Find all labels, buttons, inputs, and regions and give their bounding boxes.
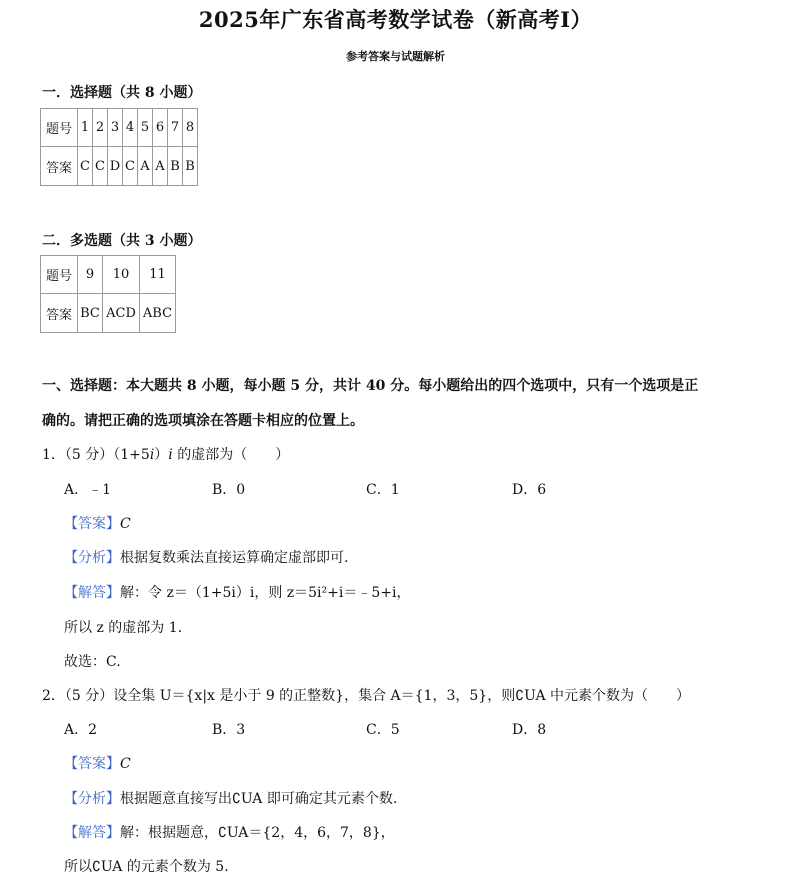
solution-text: 解：根据题意，∁UA＝{2，4，6，7，8}， xyxy=(120,825,395,841)
table-cell: 6 xyxy=(153,109,168,147)
section2-answer-table xyxy=(40,255,176,333)
page-subtitle: 参考答案与试题解析 xyxy=(346,50,445,63)
stem-text: ） xyxy=(154,447,169,463)
table-cell: ACD xyxy=(103,294,140,333)
solution-tag: 【解答】 xyxy=(64,825,120,841)
table-row xyxy=(41,294,176,333)
q2-option-b: B．3 xyxy=(212,722,246,738)
table-cell: C xyxy=(93,147,108,186)
q2-analysis xyxy=(64,788,397,808)
q2-option-d: D．8 xyxy=(512,722,547,738)
analysis-text: 根据题意直接写出∁UA 即可确定其元素个数. xyxy=(120,791,398,807)
q1-analysis xyxy=(64,547,348,567)
stem-var-i: i xyxy=(149,447,155,463)
analysis-text: 根据复数乘法直接运算确定虚部即可. xyxy=(120,550,349,566)
table-cell: BC xyxy=(78,294,103,333)
q1-option-a: A．﹣1 xyxy=(64,482,112,498)
solution-tag: 【解答】 xyxy=(64,585,120,601)
q2-solution xyxy=(64,822,395,842)
q1-solution xyxy=(64,582,410,602)
table-cell: A xyxy=(153,147,168,186)
section1-heading: 一．选择题（共 8 小题） xyxy=(42,85,202,101)
section2-heading: 二．多选题（共 3 小题） xyxy=(42,233,202,249)
table-cell: 9 xyxy=(78,256,103,294)
q1-option-d: D．6 xyxy=(512,482,547,498)
table-cell: 题号 xyxy=(41,109,78,147)
analysis-tag: 【分析】 xyxy=(64,550,120,566)
table-row xyxy=(41,256,176,294)
table-cell: B xyxy=(183,147,198,186)
q1-option-b: B．0 xyxy=(212,482,246,498)
answer-tag: 【答案】 xyxy=(64,756,120,772)
q1-option-c: C．1 xyxy=(366,482,400,498)
table-cell: C xyxy=(78,147,93,186)
table-cell: ABC xyxy=(140,294,176,333)
q1-conclusion: 所以 z 的虚部为 1. xyxy=(64,620,183,636)
table-cell: D xyxy=(108,147,123,186)
table-cell: 答案 xyxy=(41,294,78,333)
table-cell: 8 xyxy=(183,109,198,147)
table-cell: 10 xyxy=(103,256,140,294)
answer-tag: 【答案】 xyxy=(64,516,120,532)
table-cell: 5 xyxy=(138,109,153,147)
answer-value: C xyxy=(120,516,131,532)
part-intro-line2: 确的。请把正确的选项填涂在答题卡相应的位置上。 xyxy=(42,413,364,429)
q2-option-c: C．5 xyxy=(366,722,400,738)
q1-answer xyxy=(64,513,131,533)
table-cell: 题号 xyxy=(41,256,78,294)
answer-value: C xyxy=(120,756,131,772)
part-intro-line1: 一、选择题：本大题共 8 小题，每小题 5 分，共计 40 分。每小题给出的四个选项中，只有一个选项是正 xyxy=(42,378,699,394)
table-row xyxy=(41,147,198,186)
table-cell: C xyxy=(123,147,138,186)
question-2-stem: 2．（5 分）设全集 U＝{x|x 是小于 9 的正整数}，集合 A＝{1，3，5}，则∁UA 中元素个数为（ ） xyxy=(42,688,691,704)
stem-var-i: i xyxy=(168,447,173,463)
section1-answer-table xyxy=(40,108,198,186)
q1-choice: 故选：C. xyxy=(64,654,121,670)
table-cell: B xyxy=(168,147,183,186)
table-cell: 11 xyxy=(140,256,176,294)
table-cell: 2 xyxy=(93,109,108,147)
q2-option-a: A．2 xyxy=(64,722,98,738)
page-title: 2025年广东省高考数学试卷（新高考Ⅰ） xyxy=(198,7,593,32)
solution-text: 解：令 z＝（1+5i）i，则 z＝5i²+i＝﹣5+i， xyxy=(120,585,411,601)
table-row xyxy=(41,109,198,147)
table-cell: 7 xyxy=(168,109,183,147)
stem-text: 的虚部为（ ） xyxy=(172,447,290,463)
table-cell: 3 xyxy=(108,109,123,147)
table-cell: 1 xyxy=(78,109,93,147)
question-1-stem xyxy=(42,444,289,464)
q2-conclusion: 所以∁UA 的元素个数为 5. xyxy=(64,859,229,875)
q2-answer xyxy=(64,753,131,773)
stem-text: 1．（5 分）（1+5 xyxy=(42,447,150,463)
table-cell: A xyxy=(138,147,153,186)
table-cell: 答案 xyxy=(41,147,78,186)
table-cell: 4 xyxy=(123,109,138,147)
analysis-tag: 【分析】 xyxy=(64,791,120,807)
